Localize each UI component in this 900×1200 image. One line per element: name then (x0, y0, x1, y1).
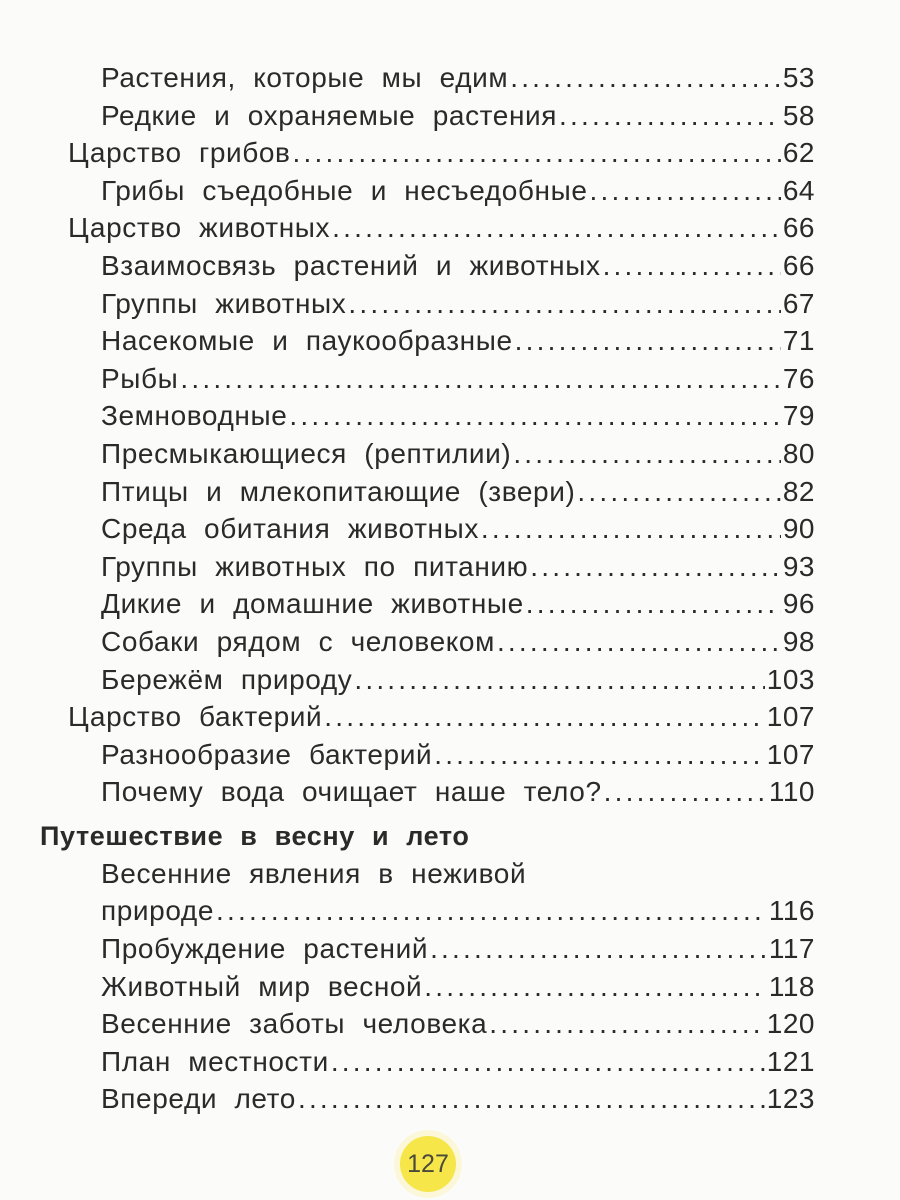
entry-page-number: 110 (768, 776, 815, 808)
entry-page-number: 123 (766, 1083, 815, 1115)
toc-entry (0, 892, 900, 930)
entry-title: Весенние явления в неживой (101, 857, 527, 889)
dot-leader (434, 736, 765, 774)
dot-leader (510, 59, 781, 97)
dot-leader (497, 623, 781, 661)
dot-leader (289, 397, 780, 435)
toc-entry (0, 698, 900, 736)
entry-page-number: 121 (766, 1045, 815, 1077)
entry-page-number: 120 (766, 1008, 815, 1040)
entry-title: Царство грибов (68, 137, 291, 169)
entry-title: Царство бактерий (68, 701, 323, 733)
entry-page-number: 107 (766, 738, 815, 770)
entry-title: Разнообразие бактерий (101, 738, 433, 770)
dot-leader (513, 435, 781, 473)
toc-entry (0, 247, 900, 285)
entry-page-number: 96 (782, 588, 815, 620)
dot-leader (332, 209, 781, 247)
toc-entry (0, 397, 900, 435)
toc-entry (0, 1080, 900, 1118)
entry-page-number: 64 (782, 174, 815, 206)
entry-page-number: 118 (768, 970, 815, 1002)
entry-title: Путешествие в весну и лето (40, 820, 470, 851)
dot-leader (430, 930, 767, 968)
toc-entry (0, 360, 900, 398)
entry-page-number: 58 (782, 99, 815, 131)
entry-title: Рыбы (101, 362, 179, 394)
dot-leader (559, 97, 781, 135)
dot-leader (515, 322, 781, 360)
entry-title: Группы животных по питанию (101, 550, 529, 582)
toc-entry (0, 736, 900, 774)
toc-entry (0, 548, 900, 586)
toc-entry (0, 172, 900, 210)
entry-page-number: 66 (782, 249, 815, 281)
toc-entry (0, 322, 900, 360)
dot-leader (424, 968, 767, 1006)
section-heading (0, 813, 900, 855)
entry-title: Насекомые и паукообразные (101, 325, 513, 357)
entry-title: Пресмыкающиеся (рептилии) (101, 437, 512, 469)
toc-entry (0, 97, 900, 135)
entry-title: Пробуждение растений (101, 933, 429, 965)
entry-title: Дикие и домашние животные (101, 588, 524, 620)
entry-title: Почему вода очищает наше тело? (101, 776, 602, 808)
dot-leader (180, 360, 780, 398)
toc-entry (0, 585, 900, 623)
entry-title: Весенние заботы человека (101, 1008, 488, 1040)
entry-page-number: 53 (782, 62, 815, 93)
dot-leader (577, 473, 780, 511)
dot-leader (489, 1005, 764, 1043)
dot-leader (354, 661, 764, 699)
entry-title: План местности (101, 1045, 329, 1077)
entry-title: Животный мир весной (101, 970, 423, 1002)
toc-entry (0, 59, 900, 97)
entry-title: Птицы и млекопитающие (звери) (101, 475, 576, 507)
toc-entry (0, 968, 900, 1006)
dot-leader (526, 585, 781, 623)
entry-title: Растения, которые мы едим (101, 62, 509, 93)
dot-leader (298, 1080, 765, 1118)
entry-title: Впереди лето (101, 1083, 296, 1115)
toc-entry (0, 855, 900, 893)
entry-title: Грибы съедобные и несъедобные (101, 174, 588, 206)
dot-leader (481, 510, 781, 548)
entry-page-number: 98 (782, 625, 815, 657)
toc-entry (0, 285, 900, 323)
entry-page-number: 82 (782, 475, 815, 507)
entry-title: природе (101, 895, 215, 927)
dot-leader (530, 548, 781, 586)
entry-page-number: 107 (766, 701, 815, 733)
entry-title: Редкие и охраняемые растения (101, 99, 558, 131)
toc-entry (0, 930, 900, 968)
entry-page-number: 62 (782, 137, 815, 169)
entry-page-number: 116 (768, 895, 815, 927)
toc-entry (0, 209, 900, 247)
entry-page-number: 67 (782, 287, 815, 319)
entry-page-number: 90 (782, 513, 815, 545)
entry-title: Взаимосвязь растений и животных (101, 249, 601, 281)
entry-title: Собаки рядом с человеком (101, 625, 495, 657)
entry-title: Земноводные (101, 400, 288, 432)
page-number-badge: 127 (400, 1136, 456, 1192)
dot-leader (348, 285, 780, 323)
entry-title: Царство животных (68, 212, 331, 244)
entry-page-number: 93 (782, 550, 815, 582)
entry-page-number: 79 (782, 400, 815, 432)
toc-entry (0, 473, 900, 511)
dot-leader (590, 172, 781, 210)
toc-entry (0, 510, 900, 548)
entry-title: Бережём природу (101, 663, 353, 695)
toc-entry (0, 661, 900, 699)
dot-leader (603, 247, 781, 285)
toc-entry (0, 1043, 900, 1081)
toc-entry (0, 773, 900, 811)
entry-page-number: 80 (782, 437, 815, 469)
entry-title: Среда обитания животных (101, 513, 479, 545)
table-of-contents (0, 59, 900, 1118)
entry-page-number: 66 (782, 212, 815, 244)
entry-page-number: 117 (768, 933, 815, 965)
dot-leader (331, 1043, 765, 1081)
toc-entry (0, 134, 900, 172)
entry-title: Группы животных (101, 287, 347, 319)
dot-leader (324, 698, 765, 736)
dot-leader (216, 892, 767, 930)
toc-entry (0, 435, 900, 473)
toc-entry (0, 623, 900, 661)
entry-page-number: 71 (782, 325, 815, 357)
toc-entry (0, 1005, 900, 1043)
dot-leader (604, 773, 767, 811)
entry-page-number: 76 (782, 362, 815, 394)
dot-leader (293, 134, 781, 172)
entry-page-number: 103 (766, 663, 815, 695)
